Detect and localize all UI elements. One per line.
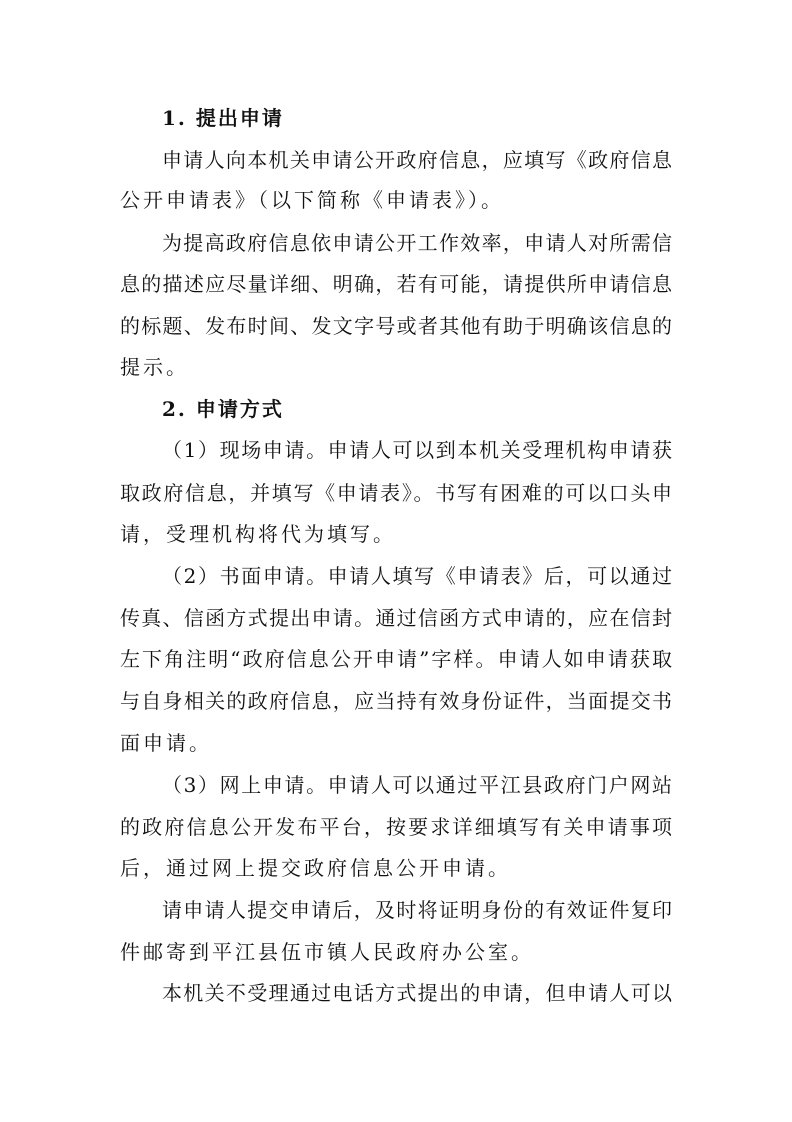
section-2-heading: 2. 申请方式 bbox=[162, 397, 284, 421]
paragraph-line: 与自身相关的政府信息，应当持有效身份证件，当面提交书 bbox=[120, 689, 672, 713]
paragraph-line: （3）网上申请。申请人可以通过平江县政府门户网站 bbox=[162, 773, 672, 797]
paragraph-line: 请，受理机构将代为填写。 bbox=[120, 522, 396, 546]
paragraph-line: 的标题、发布时间、发文字号或者其他有助于明确该信息的 bbox=[120, 314, 672, 338]
paragraph-line: 公开申请表》（以下简称《申请表》）。 bbox=[120, 188, 504, 212]
paragraph-line: （2）书面申请。申请人填写《申请表》后，可以通过 bbox=[162, 564, 672, 588]
section-1-heading: 1. 提出申请 bbox=[162, 106, 284, 130]
paragraph-line: 的政府信息公开发布平台，按要求详细填写有关申请事项 bbox=[120, 815, 672, 839]
paragraph-line: 件邮寄到平江县伍市镇人民政府办公室。 bbox=[120, 940, 534, 964]
paragraph-line: 左下角注明“政府信息公开申请”字样。申请人如申请获取 bbox=[120, 647, 672, 671]
paragraph-line: 传真、信函方式提出申请。通过信函方式申请的，应在信封 bbox=[120, 606, 672, 630]
paragraph-line: 面申请。 bbox=[120, 731, 212, 755]
paragraph-line: 息的描述应尽量详细、明确，若有可能，请提供所申请信息 bbox=[120, 272, 672, 296]
paragraph-line: 为提高政府信息依申请公开工作效率，申请人对所需信 bbox=[162, 231, 672, 255]
paragraph-line: 后，通过网上提交政府信息公开申请。 bbox=[120, 856, 511, 880]
paragraph-line: 请申请人提交申请后，及时将证明身份的有效证件复印 bbox=[162, 898, 672, 922]
paragraph-line: 取政府信息，并填写《申请表》。书写有困难的可以口头申 bbox=[120, 481, 672, 505]
paragraph-line: 本机关不受理通过电话方式提出的申请，但申请人可以 bbox=[162, 981, 672, 1005]
paragraph-line: 申请人向本机关申请公开政府信息，应填写《政府信息 bbox=[162, 148, 672, 172]
paragraph-line: 提示。 bbox=[120, 355, 189, 379]
paragraph-line: （1）现场申请。申请人可以到本机关受理机构申请获 bbox=[162, 438, 672, 462]
